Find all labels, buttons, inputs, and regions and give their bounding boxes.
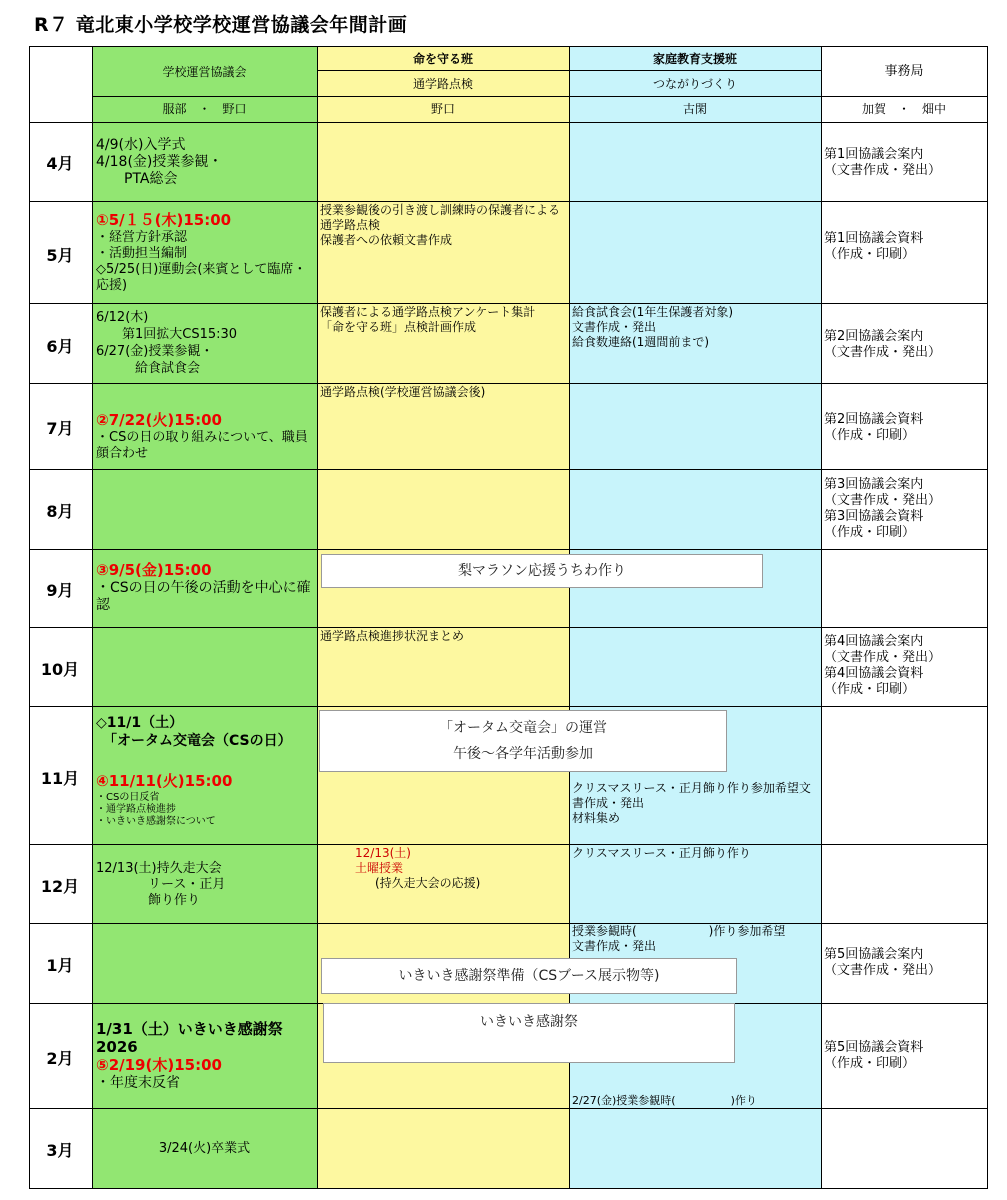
- aug-office: 第3回協議会案内 （文書作成・発出） 第3回協議会資料 （作成・印刷）: [824, 477, 942, 540]
- month-label: 12月: [40, 877, 80, 896]
- month-label: 8月: [46, 502, 74, 521]
- header-safety-staff: 野口: [430, 102, 455, 116]
- sep-meeting: ③9/5(金)15:00: [96, 561, 212, 579]
- month-label: 7月: [46, 419, 74, 438]
- header-family-staff: 古閑: [682, 102, 707, 116]
- header-family-sub: つながりづくり: [652, 77, 737, 91]
- apr-office: 第1回協議会案内 （文書作成・発出）: [824, 147, 942, 178]
- feb-office: 第5回協議会資料 （作成・印刷）: [824, 1040, 924, 1071]
- header-safety: 命を守る班: [412, 52, 473, 66]
- month-label: 3月: [46, 1141, 74, 1160]
- jan-festival-prep-banner: いきいき感謝祭準備（CSブース展示物等): [321, 958, 737, 994]
- plan-table: [29, 46, 988, 1189]
- header-safety-sub: 通学路点検: [412, 77, 473, 91]
- dec-family: クリスマスリース・正月飾り作り: [572, 846, 751, 860]
- header-council: 学校運営協議会: [162, 65, 247, 79]
- feb-festival-banner: いきいき感謝祭: [323, 1003, 735, 1063]
- jun-office: 第2回協議会案内 （文書作成・発出）: [824, 329, 942, 360]
- month-label: 11月: [40, 769, 80, 788]
- mar-council: 3/24(火)卒業式: [158, 1141, 251, 1156]
- month-label: 6月: [46, 337, 74, 356]
- nov-banner-line1: 「オータム交竜会」の運営: [439, 720, 607, 736]
- feb-meeting: ⑤2/19(木)15:00: [96, 1056, 222, 1074]
- dec-saturday-class: 12/13(土) 土曜授業: [355, 846, 411, 875]
- month-label: 1月: [46, 956, 74, 975]
- dec-safety: (持久走大会の応援): [375, 876, 481, 890]
- feb-council-notes: ・年度末反省: [96, 1075, 180, 1091]
- jan-family: 授業参観時( )作り参加希望 文書作成・発出: [572, 924, 786, 953]
- may-office: 第1回協議会資料 （作成・印刷）: [824, 231, 924, 262]
- header-office: 事務局: [884, 64, 924, 79]
- jul-council-notes: ・CSの日の取り組みについて、職員顔合わせ: [96, 430, 308, 461]
- month-label: 4月: [46, 154, 74, 173]
- jun-safety: 保護者による通学路点検アンケート集計 「命を守る班」点検計画作成: [320, 305, 536, 334]
- month-label: 10月: [40, 660, 80, 679]
- may-safety: 授業参観後の引き渡し訓練時の保護者による通学路点検 保護者への依頼文書作成: [320, 203, 561, 247]
- apr-council: 4/9(水)入学式 4/18(金)授業参観・ PTA総会: [96, 137, 223, 187]
- month-label: 5月: [46, 246, 74, 265]
- jan-office: 第5回協議会案内 （文書作成・発出）: [824, 947, 942, 978]
- jul-office: 第2回協議会資料 （作成・印刷）: [824, 412, 924, 443]
- header-council-staff: 服部 ・ 野口: [162, 102, 247, 116]
- may-council-notes: ・経営方針承認 ・活動担当編制 ◇5/25(日)運動会(来賓として臨席・応援): [96, 230, 307, 293]
- sep-council-notes: ・CSの日の午後の活動を中心に確認: [96, 580, 311, 613]
- nov-family: クリスマスリース・正月飾り作り参加希望文書作成・発出 材料集め: [572, 781, 811, 825]
- feb-festival: 1/31（土）いきいき感謝祭2026: [96, 1020, 283, 1056]
- dec-council: 12/13(土)持久走大会 リース・正月 飾り作り: [96, 861, 226, 908]
- header-office-staff: 加賀 ・ 畑中: [861, 102, 946, 116]
- jun-family: 給食試食会(1年生保護者対象) 文書作成・発出 給食数連絡(1週間前まで): [572, 305, 733, 349]
- nov-autumn-event: ◇11/1（土） 「オータム交竜会（CSの日）: [96, 715, 292, 749]
- month-label: 9月: [46, 581, 74, 600]
- jun-council: 6/12(木) 第1回拡大CS15:30 6/27(金)授業参観・ 給食試食会: [96, 310, 238, 376]
- month-label: 2月: [46, 1049, 74, 1068]
- nov-autumn-banner: [319, 710, 727, 772]
- sep-uchiwa-banner: 梨マラソン応援うちわ作り: [321, 554, 763, 588]
- jul-meeting: ②7/22(火)15:00: [96, 411, 222, 429]
- jul-safety: 通学路点検(学校運営協議会後): [320, 385, 486, 399]
- oct-office: 第4回協議会案内 （文書作成・発出） 第4回協議会資料 （作成・印刷）: [824, 634, 942, 697]
- feb-family: 2/27(金)授業参観時( )作り: [572, 1094, 757, 1107]
- nov-council-notes: ・CSの日反省 ・通学路点検進捗 ・いきいき感謝祭について: [96, 792, 216, 827]
- oct-safety: 通学路点検進捗状況まとめ: [320, 629, 465, 643]
- nov-meeting: ④11/11(火)15:00: [96, 772, 233, 790]
- nov-banner-line2: 午後～各学年活動参加: [453, 746, 593, 762]
- header-family: 家庭教育支援班: [652, 52, 737, 66]
- may-meeting: ①5/１５(木)15:00: [96, 211, 232, 229]
- page-title: R７ 竜北東小学校学校運営協議会年間計画: [34, 14, 408, 36]
